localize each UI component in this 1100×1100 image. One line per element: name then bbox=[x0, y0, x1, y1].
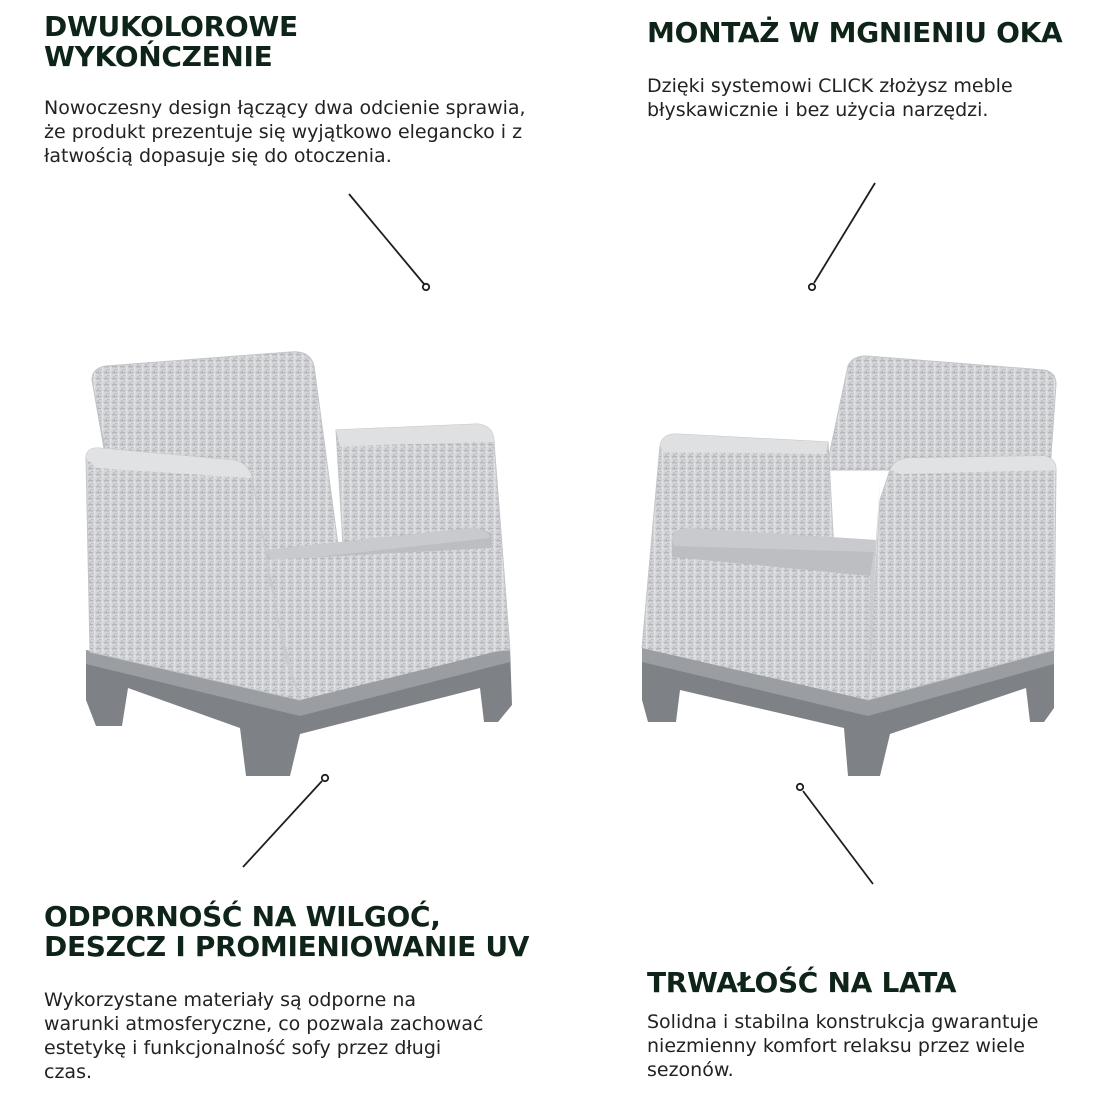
armchair-left bbox=[86, 352, 512, 776]
feature-title-line1: DWUKOLOROWE bbox=[44, 10, 298, 43]
feature-description: Solidna i stabilna konstrukcja gwarantuje niezmienny komfort relaksu przez wiele sezonów. bbox=[647, 1011, 1039, 1081]
feature-description: Nowoczesny design łączący dwa odcienie sprawia, że produkt prezentuje się wyjątkowo elegancko i z łatwością dopasuje się do otoczenia. bbox=[44, 97, 526, 167]
feature-title-line1: ODPORNOŚĆ NA WILGOĆ, bbox=[44, 900, 441, 933]
callout-line-top-left bbox=[349, 194, 429, 290]
feature-title-line2: WYKOŃCZENIE bbox=[44, 40, 273, 73]
callout-line-top-right bbox=[809, 183, 875, 290]
armchair-right bbox=[642, 356, 1056, 776]
feature-title-line2: DESZCZ I PROMIENIOWANIE UV bbox=[44, 930, 530, 963]
feature-description: Dzięki systemowi CLICK złożysz meble błyskawicznie i bez użycia narzędzi. bbox=[647, 75, 1013, 121]
feature-title: MONTAŻ W MGNIENIU OKA bbox=[647, 16, 1063, 49]
feature-description: Wykorzystane materiały są odporne na warunki atmosferyczne, co pozwala zachować estetykę i funkcjonalność sofy przez długi czas. bbox=[44, 989, 484, 1083]
feature-title: TRWAŁOŚĆ NA LATA bbox=[647, 966, 957, 999]
callout-line-bottom-right bbox=[797, 784, 873, 884]
callout-line-bottom-left bbox=[243, 775, 328, 867]
